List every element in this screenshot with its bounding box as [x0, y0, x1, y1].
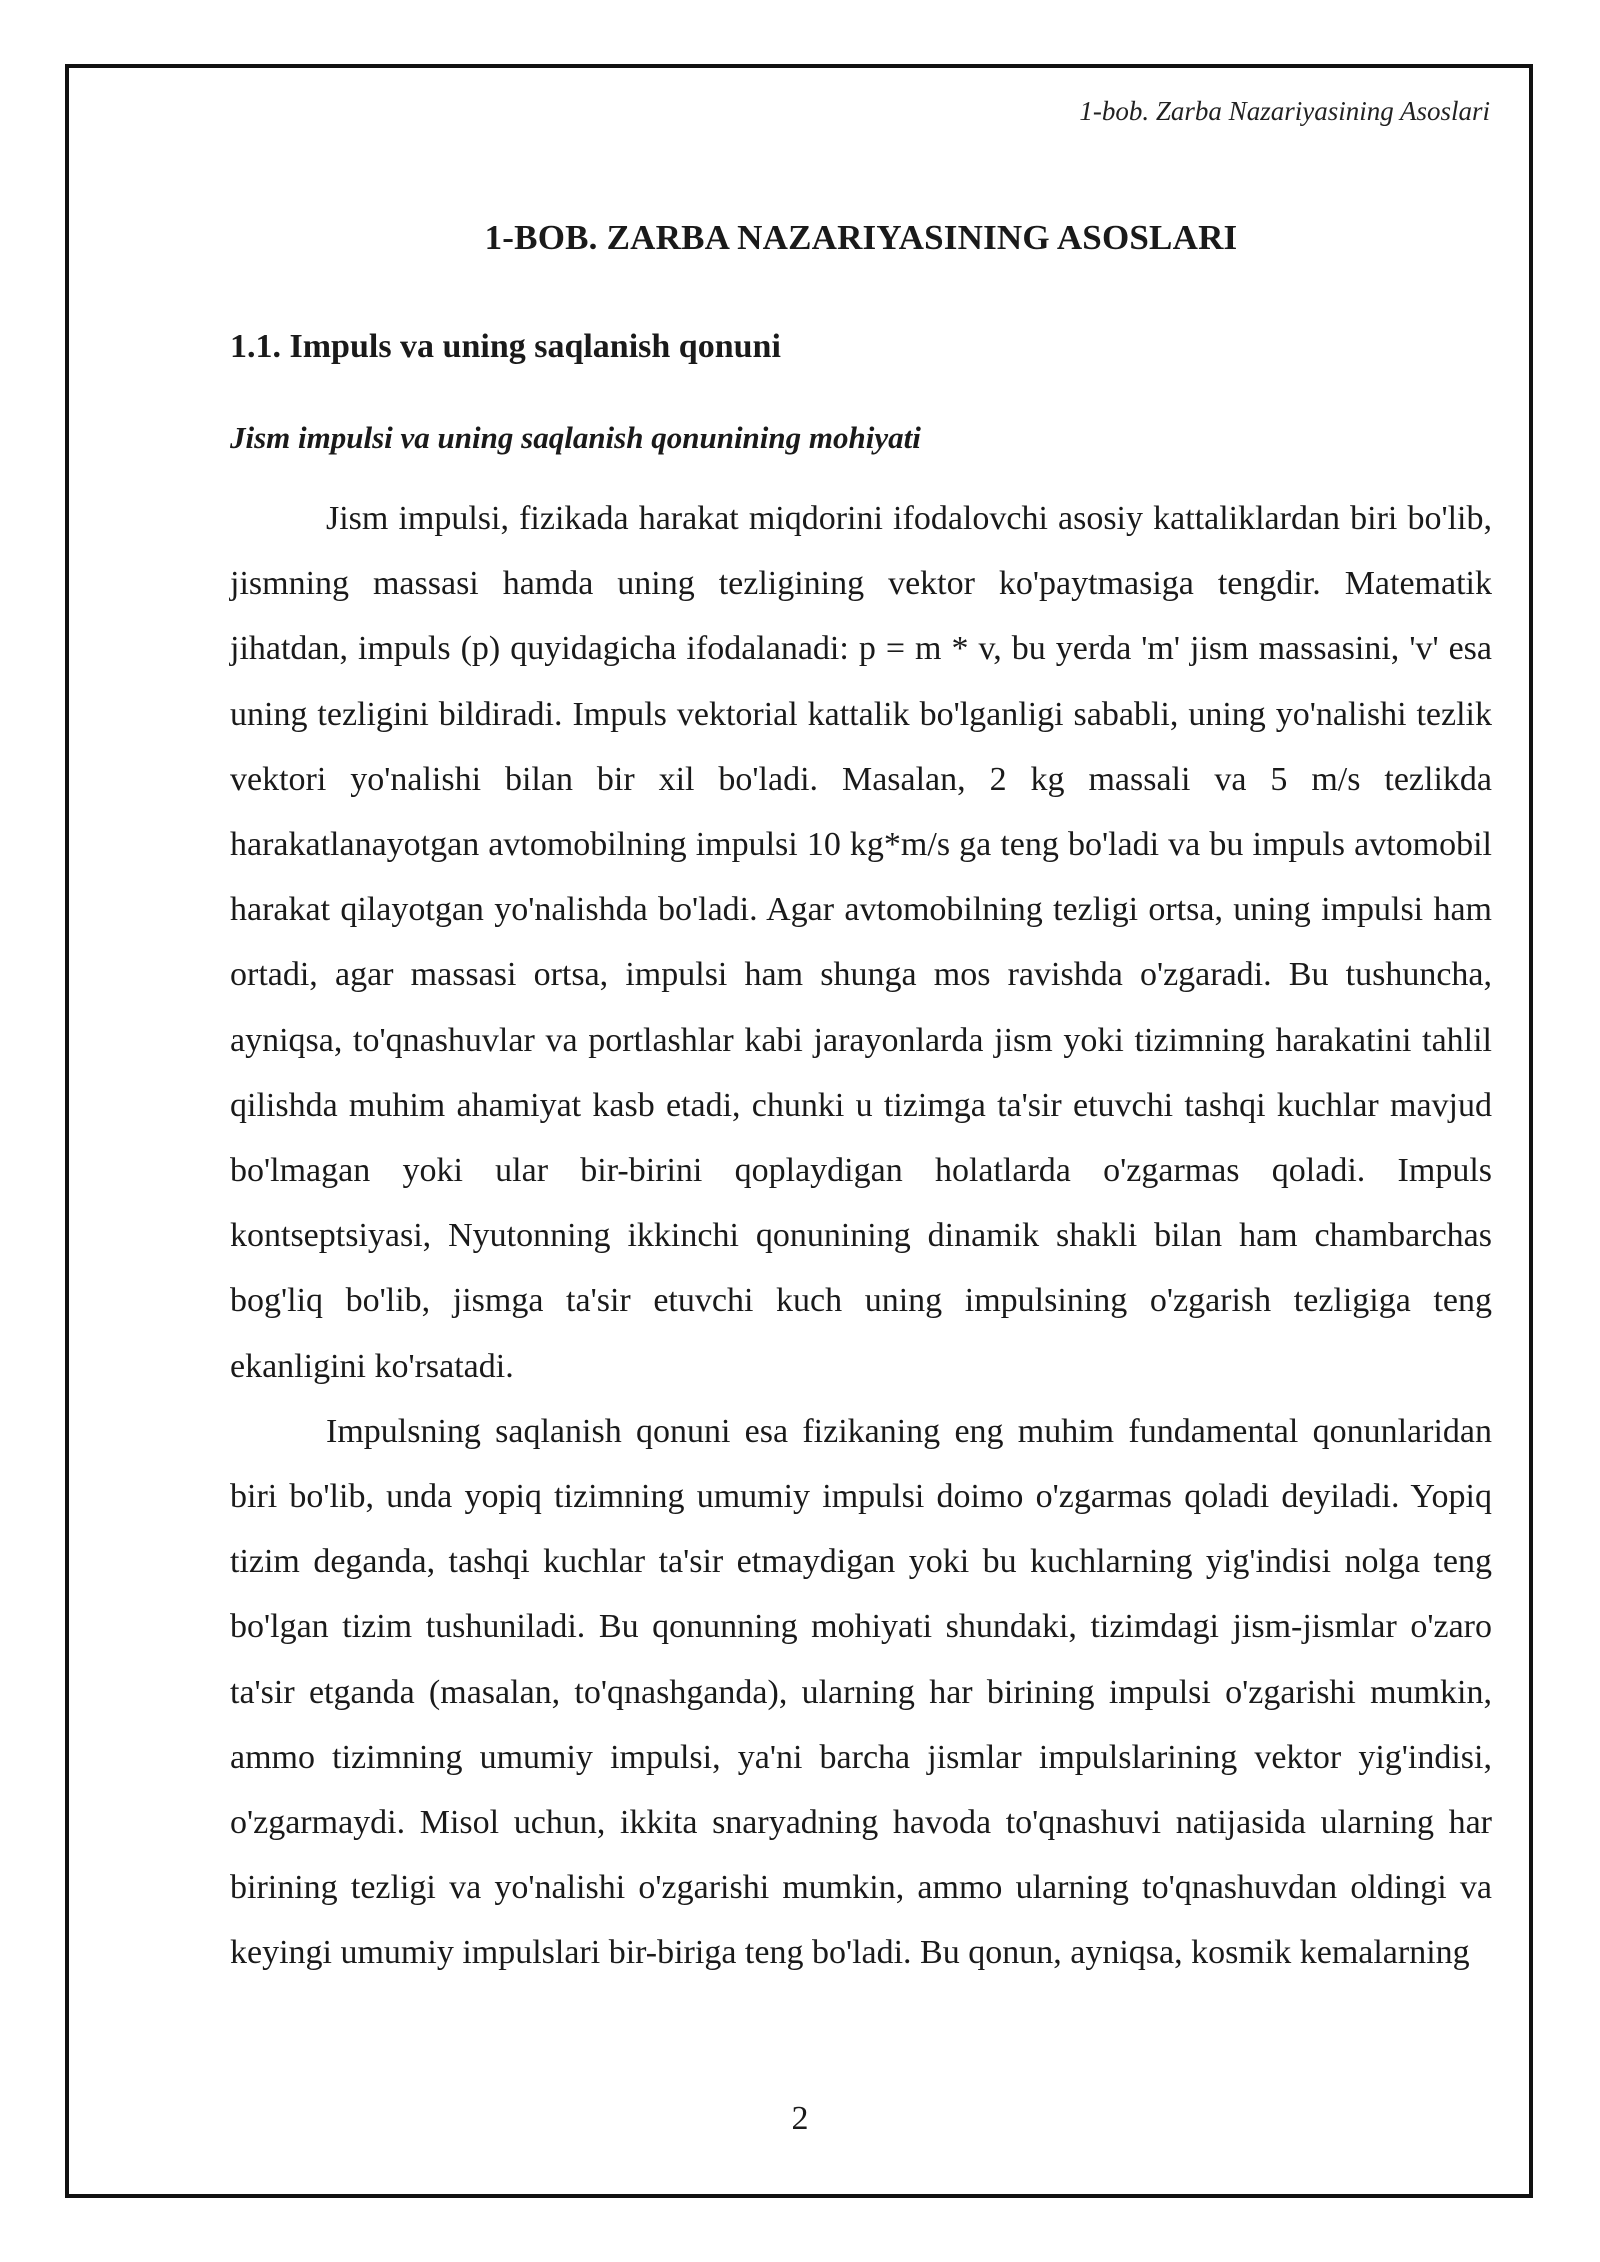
- paragraph-conservation-law: Impulsning saqlanish qonuni esa fizikaning eng muhim fundamental qonunlaridan biri bo'lib, unda yopiq tizimning umumiy impulsi doimo o'zgarmas qoladi deyiladi. Yopiq tizim deganda, tashqi kuchlar ta'sir etmaydigan yoki bu kuchlarning yig'indisi nolga teng bo'lgan tizim tushuniladi. Bu qonunning mohiyati shundaki, tizimdagi jism-jismlar o'zaro ta'sir etganda (masalan, to'qnashganda), ularning har birining impulsi o'zgarishi mumkin, ammo tizimning umumiy impulsi, ya'ni barcha jismlar impulslarining vektor yig'indisi, o'zgarmaydi. Misol uchun, ikkita snaryadning havoda to'qnashuvi natijasida ularning har birining tezligi va yo'nalishi o'zgarishi mumkin, ammo ularning to'qnashuvdan oldingi va keyingi umumiy impulslari bir-biriga teng bo'ladi. Bu qonun, ayniqsa, kosmik kemalarning: [230, 1412, 1492, 1972]
- body-text: [230, 486, 1492, 1986]
- running-header: 1-bob. Zarba Nazariyasining Asoslari: [1079, 96, 1490, 126]
- subsection-title: Jism impulsi va uning saqlanish qonunining mohiyati: [230, 420, 921, 455]
- page-number: 2: [791, 2100, 809, 2137]
- chapter-title: 1-BOB. ZARBA NAZARIYASINING ASOSLARI: [484, 218, 1238, 257]
- section-title: 1.1. Impuls va uning saqlanish qonuni: [230, 328, 781, 365]
- paragraph-impuls-definition: Jism impulsi, fizikada harakat miqdorini ifodalovchi asosiy kattaliklardan biri bo'lib, jismning massasi hamda uning tezligining vektor ko'paytmasiga tengdir. Matematik jihatdan, impuls (p) quyidagicha ifodalanadi: p = m * v, bu yerda 'm' jism massasini, 'v' esa uning tezligini bildiradi. Impuls vektorial kattalik bo'lganligi sababli, uning yo'nalishi tezlik vektori yo'nalishi bilan bir xil bo'ladi. Masalan, 2 kg massali va 5 m/s tezlikda harakatlanayotgan avtomobilning impulsi 10 kg*m/s ga teng bo'ladi va bu impuls avtomobil harakat qilayotgan yo'nalishda bo'ladi. Agar avtomobilning tezligi ortsa, uning impulsi ham ortadi, agar massasi ortsa, impulsi ham shunga mos ravishda o'zgaradi. Bu tushuncha, ayniqsa, to'qnashuvlar va portlashlar kabi jarayonlarda jism yoki tizimning harakatini tahlil qilishda muhim ahamiyat kasb etadi, chunki u tizimga ta'sir etuvchi tashqi kuchlar mavjud bo'lmagan yoki ular bir-birini qoplaydigan holatlarda o'zgarmas qoladi. Impuls kontseptsiyasi, Nyutonning ikkinchi qonunining dinamik shakli bilan ham chambarchas bog'liq bo'lib, jismga ta'sir etuvchi kuch uning impulsining o'zgarish tezligiga teng ekanligini ko'rsatadi.: [230, 500, 1492, 1385]
